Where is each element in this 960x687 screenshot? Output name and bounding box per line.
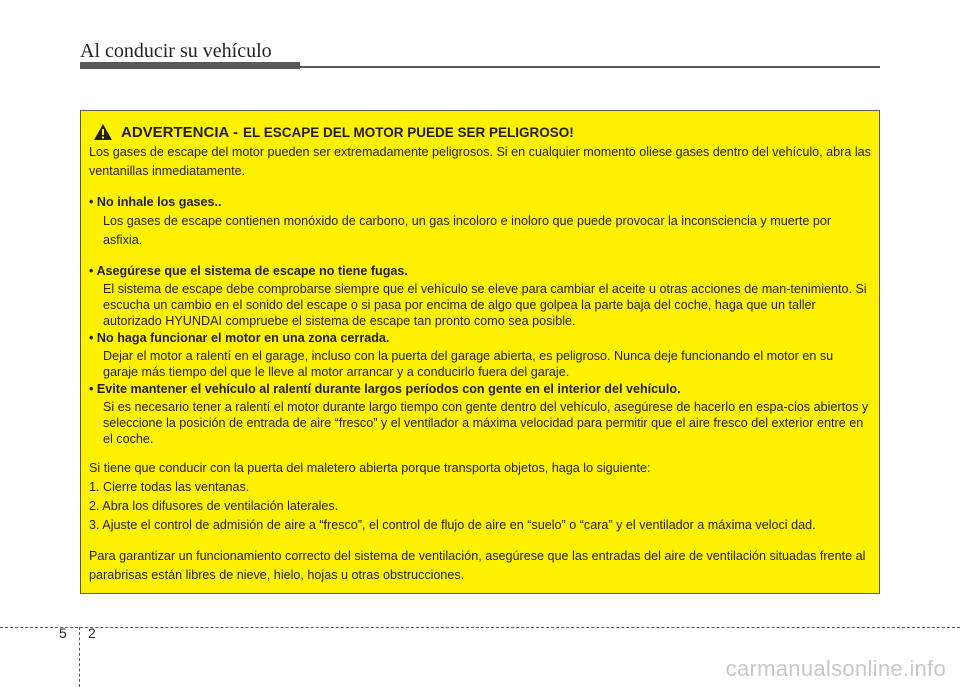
warning-title: EL ESCAPE DEL MOTOR PUEDE SER PELIGROSO! [242, 124, 574, 140]
step-item: 1. Cierre todas las ventanas. [89, 480, 250, 494]
watermark-text: carmanualsonline.info [725, 656, 946, 681]
footer-rule [0, 627, 960, 628]
chapter-number: 5 [59, 625, 67, 641]
page-number: 2 [88, 625, 96, 641]
bullet-body: Dejar el motor a ralentí en el garage, incluso con la puerta del garage abierta, es peligroso. Nunca deje funcionando el motor en su garaje más tiempo del que le lleve al motor arrancar y a conducirlo fuera del garaje. [103, 349, 834, 379]
bullet-body: El sistema de escape debe comprobarse siempre que el vehículo se eleve para cambiar el aceite u otras acciones de man-tenimiento. Si escucha un cambio en el sonido del escape o si pasa por encima de algo que golpea la parte baja del coche, haga que un taller autorizado HYUNDAI compruebe el sistema de escape tan pronto como sea posible. [103, 282, 867, 328]
warning-box [80, 110, 880, 594]
warning-heading [93, 121, 871, 143]
page-header-title: Al conducir su vehículo [80, 40, 272, 62]
bullet-title: • No inhale los gases.. [89, 195, 222, 209]
warning-triangle-icon [93, 123, 113, 141]
bullet-title: • No haga funcionar el motor en una zona cerrada. [89, 331, 390, 345]
trunk-intro: Si tiene que conducir con la puerta del maletero abierta porque transporta objetos, haga lo siguiente: [89, 461, 651, 475]
bullet-title: • Evite mantener el vehículo al ralentí durante largos períodos con gente en el interior del vehículo. [89, 382, 681, 396]
warning-label: ADVERTENCIA - [121, 123, 238, 141]
header-rule [300, 66, 880, 68]
warning-intro: Los gases de escape del motor pueden ser extremadamente peligrosos. Si en cualquier momento oliese gases dentro del vehículo, abra las ventanillas inmediatamente. [89, 145, 871, 178]
bullet-body: Si es necesario tener a ralentí el motor durante largo tiempo con gente dentro del vehículo, asegúrese de hacerlo en espa-cios abiertos y seleccione la posición de entrada de aire “fresco” y el ventilador a máxima velocidad para permitir que el aire fresco del exterior entre en el coche. [103, 400, 869, 446]
bullet-body: Los gases de escape contienen monóxido de carbono, un gas incoloro e inoloro que puede provocar la inconsciencia y muerte por asfixia. [103, 214, 832, 247]
closing-paragraph: Para garantizar un funcionamiento correcto del sistema de ventilación, asegúrese que las entradas del aire de ventilación situadas frente al parabrisas están libres de nieve, hielo, hojas u otras obstrucciones. [89, 549, 866, 582]
step-item: 2. Abra los difusores de ventilación laterales. [89, 499, 339, 513]
header-bar [80, 62, 300, 69]
bullet-title: • Asegúrese que el sistema de escape no tiene fugas. [89, 264, 408, 278]
step-item: 3. Ajuste el control de admisión de aire a “fresco”, el control de flujo de aire en “suelo” o “cara” y el ventilador a máxima veloci dad. [89, 518, 816, 532]
footer-divider [79, 627, 80, 687]
